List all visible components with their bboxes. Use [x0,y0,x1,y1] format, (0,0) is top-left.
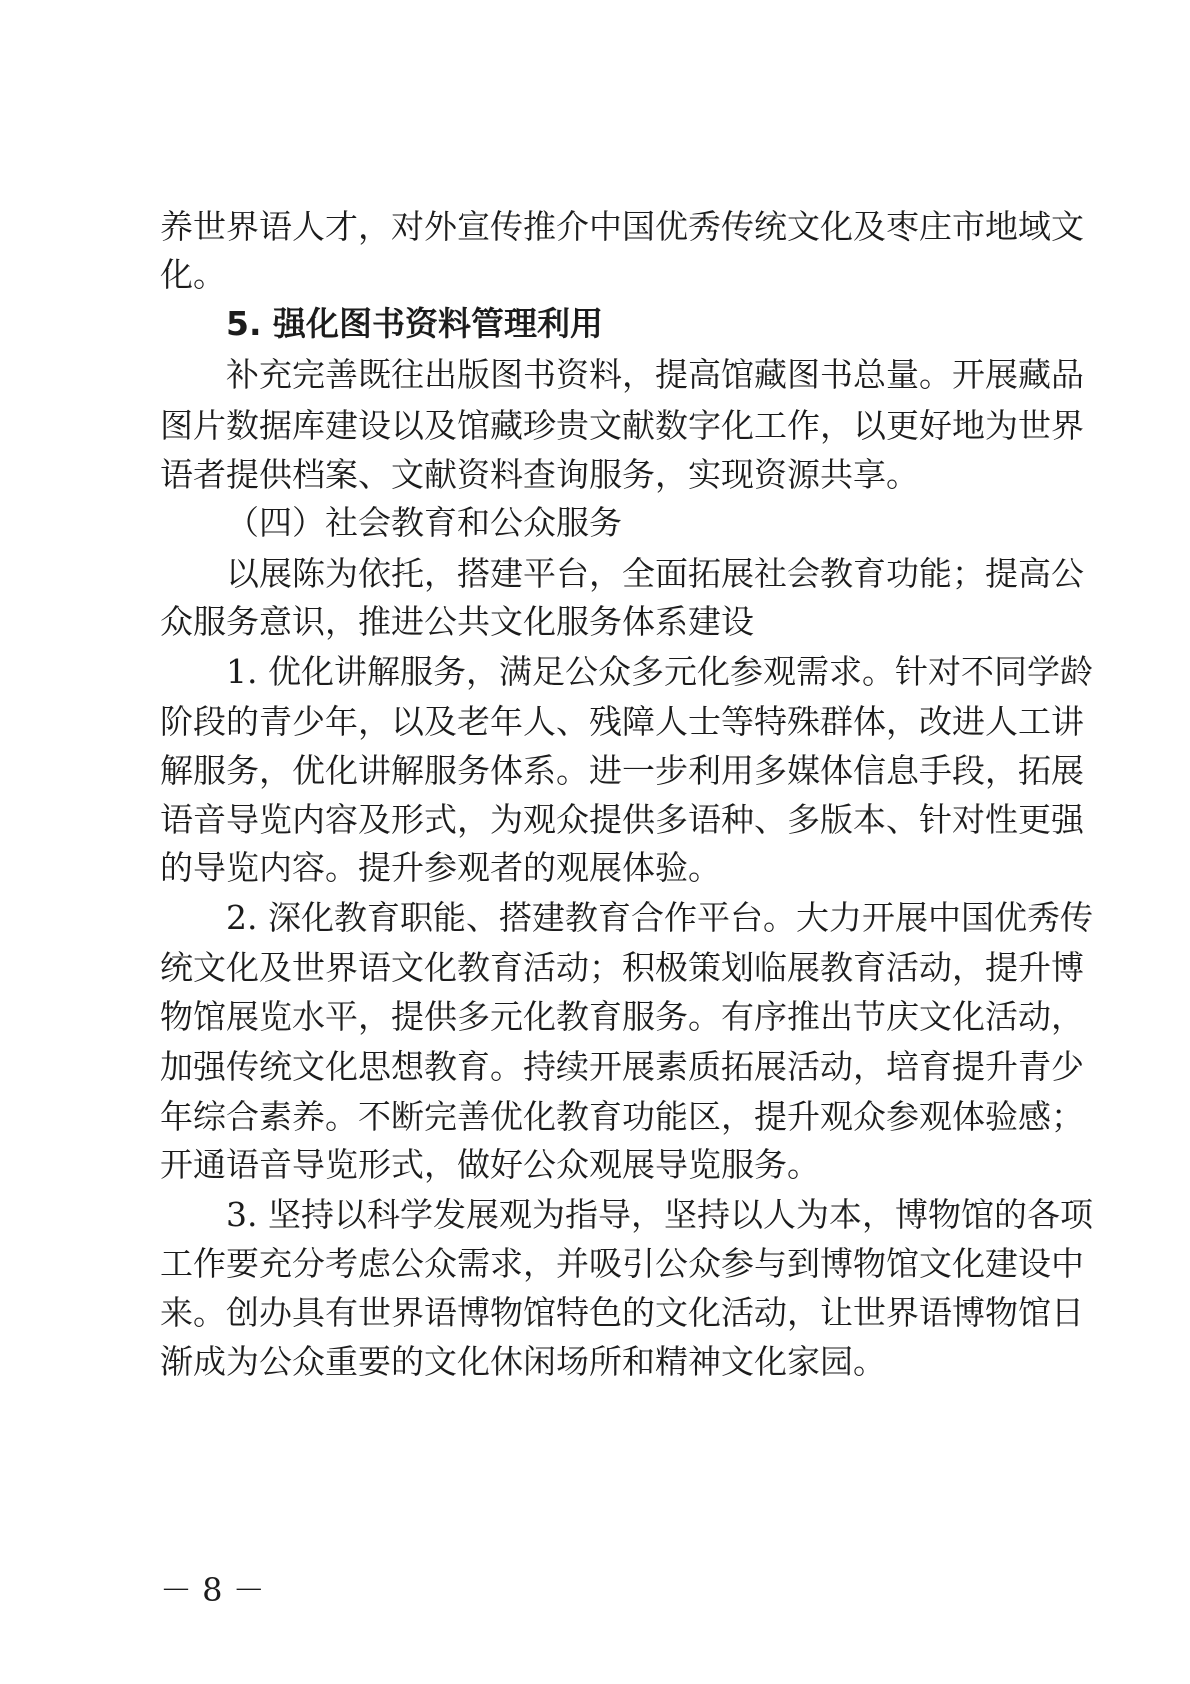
body-text-line: 养世界语人才，对外宣传推介中国优秀传统文化及枣庄市地域文 [160,207,1084,246]
body-text-line: 语音导览内容及形式，为观众提供多语种、多版本、针对性更强 [160,800,1084,839]
body-text-line: 统文化及世界语文化教育活动；积极策划临展教育活动，提升博 [160,948,1084,987]
body-text-line: 1. 优化讲解服务，满足公众多元化参观需求。针对不同学龄 [226,652,1093,691]
body-text-line: 3. 坚持以科学发展观为指导，坚持以人为本，博物馆的各项 [226,1195,1093,1234]
body-text-line: 以展陈为依托，搭建平台，全面拓展社会教育功能；提高公 [226,554,1084,593]
body-text-line: 化。 [160,255,226,294]
body-text-line: 语者提供档案、文献资料查询服务，实现资源共享。 [160,455,919,494]
page-number: － 8 － [160,1571,265,1609]
body-text-line: 渐成为公众重要的文化休闲场所和精神文化家园。 [160,1342,886,1381]
body-text-line: 年综合素养。不断完善优化教育功能区，提升观众参观体验感； [160,1097,1084,1136]
body-text-line: 来。创办具有世界语博物馆特色的文化活动，让世界语博物馆日 [160,1293,1084,1332]
body-text-line: 加强传统文化思想教育。持续开展素质拓展活动，培育提升青少 [160,1047,1084,1086]
body-text-line: 补充完善既往出版图书资料，提高馆藏图书总量。开展藏品 [226,355,1084,394]
body-text-line: 阶段的青少年，以及老年人、残障人士等特殊群体，改进人工讲 [160,702,1084,741]
body-text-line: 解服务，优化讲解服务体系。进一步利用多媒体信息手段，拓展 [160,751,1084,790]
body-text-line: 工作要充分考虑公众需求，并吸引公众参与到博物馆文化建设中 [160,1244,1084,1283]
section-heading-5: 5. 强化图书资料管理利用 [226,304,603,343]
body-text-line: 的导览内容。提升参观者的观展体验。 [160,848,721,887]
body-text-line: 众服务意识，推进公共文化服务体系建设 [160,602,754,641]
body-text-line: 2. 深化教育职能、搭建教育合作平台。大力开展中国优秀传 [226,898,1093,937]
body-text-line: 图片数据库建设以及馆藏珍贵文献数字化工作，以更好地为世界 [160,406,1084,445]
body-text-line: 物馆展览水平，提供多元化教育服务。有序推出节庆文化活动， [160,997,1084,1036]
section-heading-4: （四）社会教育和公众服务 [226,503,622,542]
body-text-line: 开通语音导览形式，做好公众观展导览服务。 [160,1145,820,1184]
